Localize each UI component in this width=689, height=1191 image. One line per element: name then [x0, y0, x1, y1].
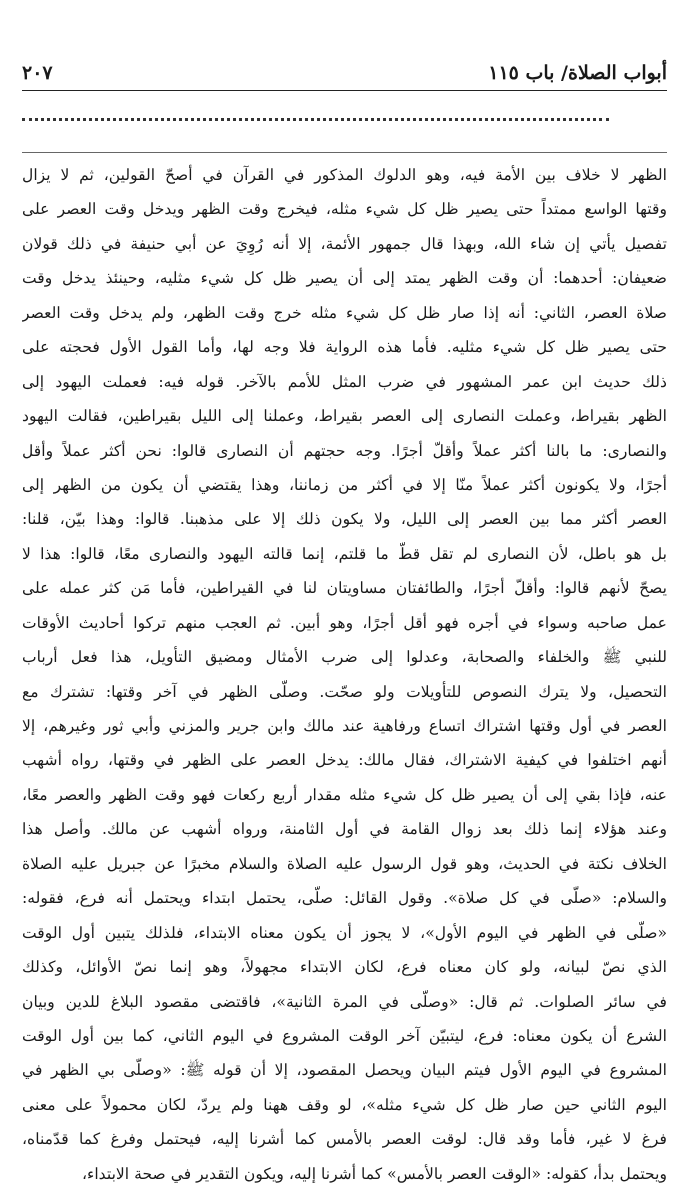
- body-text: [22, 158, 667, 1191]
- text-line: العصر في أول وقتها اشتراك اتساع ورفاهية عند مالك وابن جرير والمزني وأبي ثور وغيرهم، إلا: [22, 717, 667, 735]
- text-line: «صلّى في الظهر في اليوم الأول»، لا يجوز أن يكون معناه الابتداء، فلذلك يتبين أول الوقت: [22, 923, 667, 942]
- page-header: [22, 60, 667, 91]
- text-line: التحصيل، ولا يترك النصوص للتأويلات ولو صحّت. وصلّى الظهر في آخر وقتها: تشترك مع: [22, 682, 667, 701]
- text-line: المشروع في اليوم الأول فيتم البيان ويحصل المقصود، إلا أن قوله ﷺ: «وصلّى بي الظهر في: [22, 1061, 667, 1080]
- dotted-separator: [22, 118, 609, 121]
- text-line: الخلاف نكتة في الحديث، وهو قول الرسول عليه الصلاة والسلام مخبرًا عن جبريل عليه الصلاة: [22, 854, 667, 873]
- page-number: ٢٠٧: [22, 62, 53, 84]
- text-line: الظهر بقيراط، وعملت النصارى إلى العصر بقيراط، وعملنا إلى الليل بقيراطين، فقالت اليهود: [22, 407, 667, 426]
- text-line: في سائر الصلوات. ثم قال: «وصلّى في المرة الثانية»، فاقتضى مقصود البلاغ للدين وبيان: [22, 992, 667, 1011]
- text-line: عنه، فإذا بقي إلى أن يصير ظل كل شيء مثله مقدار أربع ركعات فهو وقت الظهر والعصر معًا،: [22, 785, 667, 804]
- text-line: العصر أكثر مما بين العصر إلى الليل، ولا يكون ذلك إلا على مذهبنا. قالوا: وهذا بيّن، قلنا:: [22, 510, 667, 529]
- text-line: ويحتمل بدأ، كقوله: «الوقت العصر بالأمس» كما أشرنا إليه، ويكون التقدير في صحة الابتداء،: [81, 1164, 667, 1183]
- text-line: عمل صاحبه وسواء في أجره فهو أقل أجرًا، وهو أبين. ثم العجب منهم تركوا أحاديث الأوقات: [22, 613, 667, 632]
- text-line: أنهم اختلفوا في كيفية الاشتراك، فقال مالك: يدخل العصر على الظهر في وقتها، رواه أشهب: [22, 751, 667, 770]
- text-line: تفصيل يأتي إن شاء الله، وبهذا قال جمهور الأئمة، إلا أنه رُوِيَ عن أبي حنيفة في ذلك قولان: [22, 234, 667, 253]
- text-line: وقتها الواسع ممتداً حتى يصير ظل كل شيء مثله، فيخرج وقت الظهر ويدخل وقت العصر على: [22, 200, 667, 219]
- text-line: الظهر لا خلاف بين الأمة فيه، وهو الدلوك المذكور في القرآن في أصحّ القولين، ثم لا يزال: [22, 166, 667, 184]
- text-line: حتى يصير ظل كل شيء مثليه. فأما هذه الرواية فلا وجه لها، وأما القول الأول فحجته على: [22, 338, 667, 357]
- text-line: فرغ لا غير، فأما وقد قال: لوقت العصر بالأمس كما أشرنا إليه، فيحتمل وفرغ كما قدّمناه،: [22, 1130, 667, 1149]
- text-line: اليوم الثاني حين صار ظل كل شيء مثله»، لو وقف ههنا ولم يردّ، لكان محمولاً على معنى: [22, 1095, 667, 1114]
- text-line: أجرًا، ولا يكونون أكثر عملاً منّا إلا في أكثر من زماننا، وهذا يقتضي أن يكون من الظهر إلى: [22, 475, 667, 494]
- text-line: ذلك حديث ابن عمر المشهور في ضرب المثل للأمم بالآخر. قوله فيه: فعملت اليهود إلى: [22, 372, 667, 391]
- text-line: صلاة العصر، الثاني: أنه إذا صار ظل كل شيء مثله خرج وقت الظهر، ولم يدخل وقت العصر: [22, 303, 667, 322]
- text-line: والنصارى: ما بالنا أكثر عملاً وأقلّ أجرًا. وجه حجتهم أن النصارى قالوا: نحن أكثر عملاً وأقل: [22, 441, 667, 460]
- text-line: للنبي ﷺ والخلفاء والصحابة، وعدلوا إلى ضرب الأمثال ومضيق التأويل، هذا فعل أرباب: [22, 648, 667, 667]
- text-line: ضعيفان: أحدهما: أن وقت الظهر يمتد إلى أن يصير ظل كل شيء مثليه، وحينئذ يدخل وقت: [22, 269, 667, 288]
- text-line: بل هو باطل، لأن النصارى لم تقل قطّ ما قلتم، إنما قالته اليهود والنصارى معًا، قالوا: هذا لا: [22, 544, 667, 563]
- text-line: والسلام: «صلّى في كل صلاة». وقول القائل: صلّى، يحتمل ابتداء ويحتمل أنه فرع، فقوله:: [22, 889, 667, 908]
- text-line: وعند هؤلاء إنما ذلك بعد زوال القامة في أول الثامنة، ورواه أشهب عن مالك. وأصل هذا: [22, 820, 667, 839]
- running-title: أبواب الصلاة/ باب ١١٥: [488, 62, 667, 84]
- text-line: الشرع أن يكون معناه: فرع، ليتبيّن آخر الوقت المشروع في اليوم الثاني، كما بين أول الوقت: [22, 1026, 667, 1045]
- text-line: الذي نصّ لبيانه، ولو كان معناه فرع، لكان الابتداء مجهولاً، وهو إنما نصّ الأوائل، وكذلك: [22, 958, 667, 977]
- horizontal-rule: [22, 152, 667, 153]
- text-line: يصحّ لأنهم قالوا: وأقلّ أجرًا، والطائفتان مساويتان لنا في القيراطين، فأما مَن كثر عمله على: [22, 579, 667, 598]
